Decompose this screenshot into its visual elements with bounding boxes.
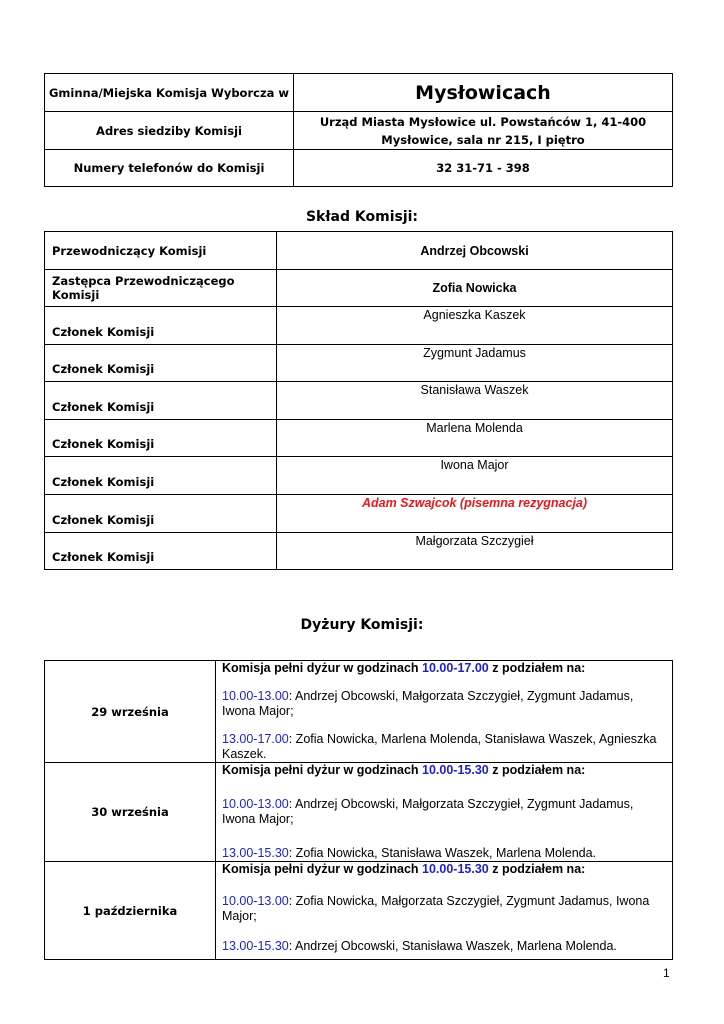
intro-text: Komisja pełni dyżur w godzinach [222,862,423,876]
member-role: Członek Komisji [45,457,277,495]
member-name: Marlena Molenda [277,420,673,457]
table-row [45,533,673,570]
intro-text: z podziałem na: [488,661,586,675]
duty-shift [222,689,666,719]
table-row [45,661,673,763]
shift-people: : Zofia Nowicka, Stanisława Waszek, Marlena Molenda. [288,846,597,860]
page-number: 1 [663,966,670,980]
member-name: Andrzej Obcowski [277,232,673,270]
shift-people: : Andrzej Obcowski, Małgorzata Szczygieł, Zygmunt Jadamus, Iwona Major; [222,689,634,718]
intro-text: z podziałem na: [488,763,586,777]
member-name: Zygmunt Jadamus [277,345,673,382]
shift-time: 10.00-13.00 [222,797,289,811]
duty-intro [222,661,666,676]
commission-info-table [44,73,673,187]
duty-table [44,660,673,960]
member-role: Członek Komisji [45,420,277,457]
duty-date: 30 września [45,763,216,862]
composition-table [44,231,673,570]
intro-text: z podziałem na: [488,862,586,876]
intro-text: Komisja pełni dyżur w godzinach [222,661,423,675]
intro-text: Komisja pełni dyżur w godzinach [222,763,423,777]
table-row [45,420,673,457]
table-row [45,270,673,307]
table-row [45,307,673,345]
shift-people: : Zofia Nowicka, Małgorzata Szczygieł, Zygmunt Jadamus, Iwona Major; [222,894,650,923]
intro-hours: 10.00-17.00 [422,661,489,675]
duty-description [216,763,673,862]
member-name: Stanisława Waszek [277,382,673,420]
duty-intro [222,763,666,778]
table-row [45,457,673,495]
member-role: Członek Komisji [45,533,277,570]
address-label: Adres siedziby Komisji [45,112,294,150]
address-value [294,112,673,150]
member-role: Przewodniczący Komisji [45,232,277,270]
duty-shift [222,846,666,861]
duty-date: 29 września [45,661,216,763]
commission-city: Mysłowicach [294,74,673,112]
member-role: Zastępca Przewodniczącego Komisji [45,270,277,307]
duty-intro [222,862,666,877]
shift-people: : Andrzej Obcowski, Małgorzata Szczygieł, Zygmunt Jadamus, Iwona Major; [222,797,634,826]
member-role: Członek Komisji [45,307,277,345]
table-row [45,495,673,533]
duty-date: 1 października [45,862,216,960]
member-name-resigned: Adam Szwajcok (pisemna rezygnacja) [277,495,673,533]
shift-time: 10.00-13.00 [222,894,289,908]
member-role: Członek Komisji [45,345,277,382]
member-name: Zofia Nowicka [277,270,673,307]
duty-shift [222,797,666,827]
table-row [45,345,673,382]
phone-label: Numery telefonów do Komisji [45,150,294,187]
member-role: Członek Komisji [45,495,277,533]
address-line-2: Mysłowice, sala nr 215, I piętro [381,132,585,147]
commission-label: Gminna/Miejska Komisja Wyborcza w [45,74,294,112]
member-name: Małgorzata Szczygieł [277,533,673,570]
table-row [45,150,673,187]
shift-time: 13.00-15.30 [222,939,289,953]
shift-time: 13.00-15.30 [222,846,289,860]
duty-heading: Dyżury Komisji: [300,617,424,633]
shift-time: 10.00-13.00 [222,689,289,703]
shift-people: : Zofia Nowicka, Marlena Molenda, Stanisława Waszek, Agnieszka Kaszek. [222,732,657,761]
duty-description [216,661,673,763]
shift-people: : Andrzej Obcowski, Stanisława Waszek, Marlena Molenda. [288,939,617,953]
table-row [45,112,673,150]
table-row [45,232,673,270]
table-row [45,862,673,960]
address-line-1: Urząd Miasta Mysłowice ul. Powstańców 1, 41-400 [319,114,647,129]
duty-shift [222,732,666,762]
duty-description [216,862,673,960]
shift-time: 13.00-17.00 [222,732,289,746]
duty-shift [222,939,666,954]
member-name: Iwona Major [277,457,673,495]
phone-value: 32 31-71 - 398 [294,150,673,187]
table-row [45,382,673,420]
composition-heading: Skład Komisji: [305,209,419,225]
table-row [45,763,673,862]
member-name: Agnieszka Kaszek [277,307,673,345]
member-role: Członek Komisji [45,382,277,420]
duty-shift [222,894,666,924]
intro-hours: 10.00-15.30 [422,862,489,876]
intro-hours: 10.00-15.30 [422,763,489,777]
table-row [45,74,673,112]
